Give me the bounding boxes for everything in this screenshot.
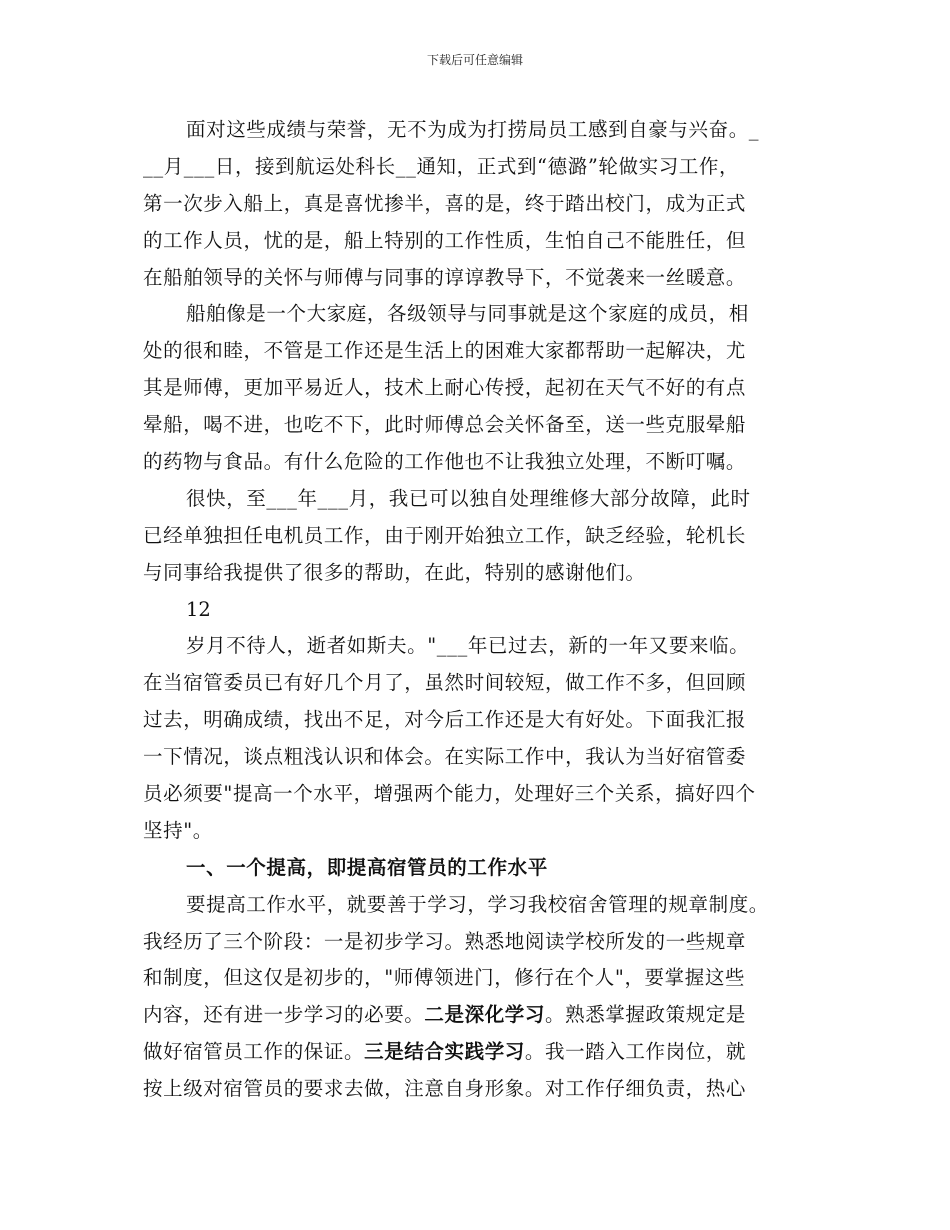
page-header: 下载后可任意编辑 (426, 53, 523, 67)
paragraph-line: 和制度，但这仅是初步的，"师傅领进门，修行在个人"，要掌握这些 (143, 966, 746, 990)
bold-phrase: 二是深化学习 (424, 1003, 546, 1027)
bold-phrase: 三是结合实践学习 (364, 1040, 525, 1064)
paragraph-line: 面对这些成绩与荣誉，无不为成为打捞局员工感到自豪与兴奋。_ (186, 118, 760, 141)
paragraph-line (143, 997, 813, 1034)
paragraph-line: 岁月不待人，逝者如斯夫。"___年已过去，新的一年又要来临。 (186, 634, 750, 658)
paragraph-line: 过去，明确成绩，找出不足，对今后工作还是大有好处。下面我汇报 (143, 708, 747, 732)
paragraph-line: 坚持"。 (143, 818, 213, 842)
paragraph-line: 船舶像是一个大家庭，各级领导与同事就是这个家庭的成员，相 (186, 302, 749, 326)
paragraph-line (143, 1034, 813, 1071)
section-heading: 一、一个提高，即提高宿管员的工作水平 (186, 855, 548, 879)
document-body (143, 112, 813, 1108)
paragraph-line: 要提高工作水平，就要善于学习，学习我校宿舍管理的规章制度。 (186, 892, 769, 916)
line-text: 做好宿管员工作的保证。 (143, 1040, 365, 1064)
line-text: 。熟悉掌握政策规定是 (545, 1003, 747, 1027)
paragraph-line: 在船舶领导的关怀与师傅与同事的谆谆教导下，不觉袭来一丝暖意。 (143, 265, 747, 289)
paragraph-line: 的药物与食品。有什么危险的工作他也不让我独立处理，不断叮嘱。 (143, 450, 747, 474)
paragraph-line: 处的很和睦，不管是工作还是生活上的困难大家都帮助一起解决，尤 (143, 339, 747, 363)
paragraph-line: 与同事给我提供了很多的帮助，在此，特别的感谢他们。 (143, 560, 646, 584)
paragraph-line: 一下情况，谈点粗浅认识和体会。在实际工作中，我认为当好宿管委 (143, 745, 747, 769)
paragraph-line: 晕船，喝不进，也吃不下，此时师傅总会关怀备至，送一些克服晕船 (143, 413, 747, 437)
section-number: 12 (186, 597, 211, 621)
paragraph-line: 其是师傅，更加平易近人，技术上耐心传授，起初在天气不好的有点 (143, 376, 747, 400)
paragraph-line: 的工作人员，忧的是，船上特别的工作性质，生怕自己不能胜任，但 (143, 228, 747, 252)
paragraph-line: 按上级对宿管员的要求去做，注意自身形象。对工作仔细负责，热心 (143, 1077, 747, 1101)
paragraph-line: 很快，至___年___月，我已可以独自处理维修大部分故障，此时 (186, 486, 751, 510)
paragraph-line: 第一次步入船上，真是喜忧掺半，喜的是，终于踏出校门，成为正式 (143, 191, 747, 215)
paragraph-line: 在当宿管委员已有好几个月了，虽然时间较短，做工作不多，但回顾 (143, 671, 747, 695)
line-text: 。我一踏入工作岗位，就 (524, 1040, 747, 1064)
paragraph-line: 员必须要"提高一个水平，增强两个能力，处理好三个关系，搞好四个 (143, 782, 756, 806)
paragraph-line: 已经单独担任电机员工作，由于刚开始独立工作，缺乏经验，轮机长 (143, 523, 747, 547)
paragraph-line: 我经历了三个阶段：一是初步学习。熟悉地阅读学校所发的一些规章 (143, 929, 747, 953)
line-text: 内容，还有进一步学习的必要。 (143, 1003, 425, 1027)
paragraph-line: __月___日，接到航运处科长__通知，正式到“德潞”轮做实习工作， (143, 154, 740, 178)
